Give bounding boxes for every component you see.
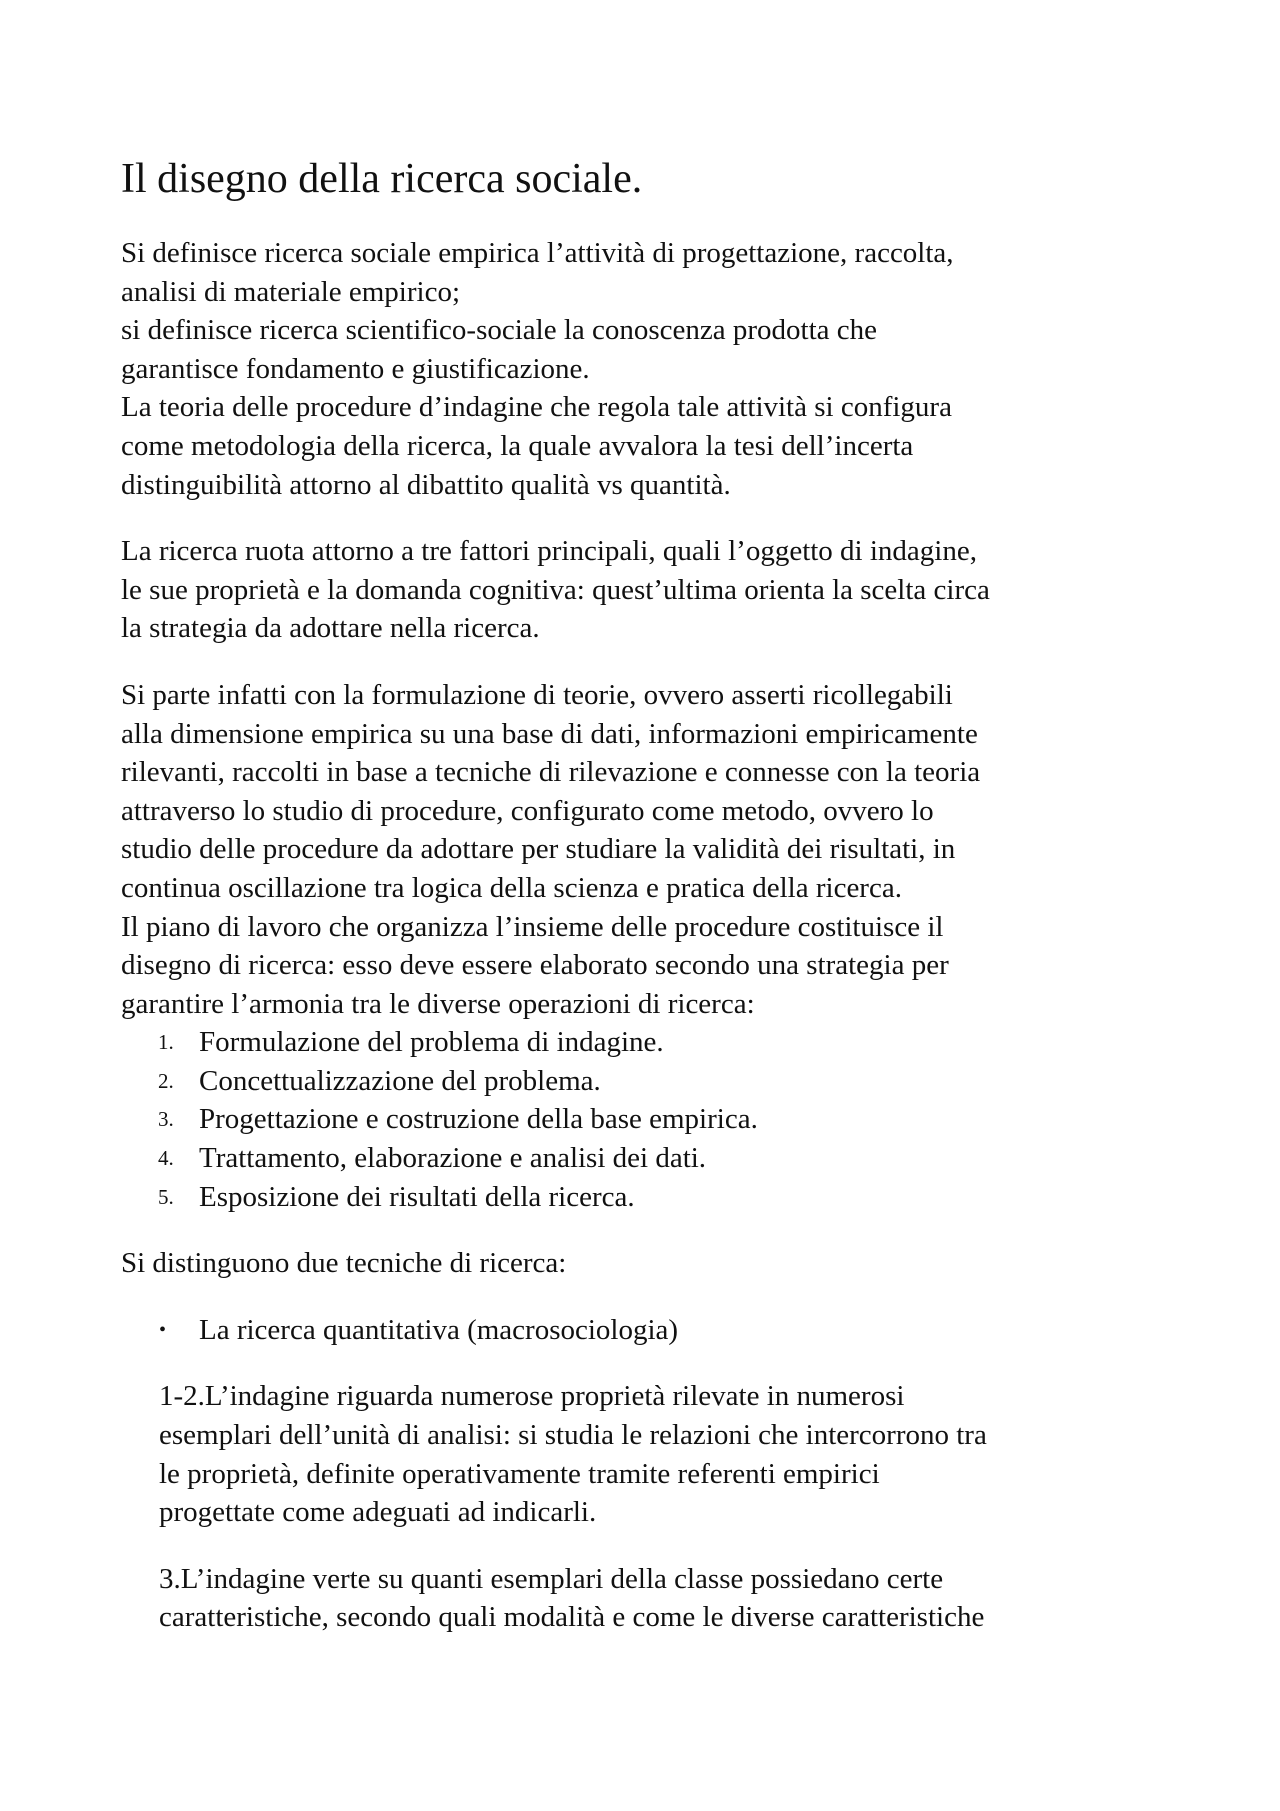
text-line: le proprietà, definite operativamente tramite referenti empirici [159,1457,880,1490]
list-number: 1. [158,1030,174,1055]
text-line: esemplari dell’unità di analisi: si studia le relazioni che intercorrono tra [159,1419,987,1452]
paragraph-quantitative-2 [121,1560,1181,1637]
text-line: garantisce fondamento e giustificazione. [121,352,590,385]
list-item [121,1178,1181,1217]
paragraph-theory [121,676,1181,1023]
techniques-bullet-list [121,1311,1181,1350]
text-line: Il piano di lavoro che organizza l’insieme delle procedure costituisce il [121,910,944,943]
list-item [121,1139,1181,1178]
text-line: 3.L’indagine verte su quanti esemplari della classe possiedano certe [159,1562,944,1595]
list-item [121,1062,1181,1101]
list-item-text: La ricerca quantitativa (macrosociologia) [199,1313,679,1346]
paragraph-definitions [121,234,1181,504]
list-item [121,1100,1181,1139]
text-line: Si definisce ricerca sociale empirica l’attività di progettazione, raccolta, [121,237,954,269]
text-line: garantire l’armonia tra le diverse operazioni di ricerca: [121,987,755,1020]
text-line: come metodologia della ricerca, la quale avvalora la tesi dell’incerta [121,429,914,462]
list-item-text: Concettualizzazione del problema. [199,1064,601,1097]
paragraph-techniques [121,1244,1181,1283]
list-item [121,1311,1181,1350]
text-line: studio delle procedure da adottare per studiare la validità dei risultati, in [121,833,956,866]
text-line: la strategia da adottare nella ricerca. [121,612,540,645]
list-number: 4. [158,1146,174,1171]
text-line: progettate come adeguati ad indicarli. [159,1496,597,1529]
research-steps-list [121,1023,1181,1216]
list-item [121,1023,1181,1062]
text-line: continua oscillazione tra logica della scienza e pratica della ricerca. [121,871,902,904]
text-line: disegno di ricerca: esso deve essere elaborato secondo una strategia per [121,949,949,982]
bullet-icon: • [159,1318,167,1341]
text-line: distinguibilità attorno al dibattito qualità vs quantità. [121,468,731,501]
list-number: 5. [158,1184,174,1209]
text-line: La ricerca ruota attorno a tre fattori principali, quali l’oggetto di indagine, [121,535,977,568]
paragraph-factors [121,532,1181,648]
list-number: 2. [158,1068,174,1093]
text-line: caratteristiche, secondo quali modalità e come le diverse caratteristiche [159,1601,985,1634]
text-line: le sue proprietà e la domanda cognitiva: quest’ultima orienta la scelta circa [121,573,990,606]
text-line: La teoria delle procedure d’indagine che regola tale attività si configura [121,391,952,424]
document-title: Il disegno della ricerca sociale. [121,156,643,202]
document-body [121,152,1181,1637]
paragraph-quantitative-1 [121,1377,1181,1531]
list-number: 3. [158,1107,174,1132]
text-line: analisi di materiale empirico; [121,275,461,308]
text-line: si definisce ricerca scientifico-sociale la conoscenza prodotta che [121,314,878,347]
text-line: Si distinguono due tecniche di ricerca: [121,1247,567,1280]
text-line: attraverso lo studio di procedure, configurato come metodo, ovvero lo [121,794,934,827]
text-line: 1-2.L’indagine riguarda numerose proprietà rilevate in numerosi [159,1380,905,1413]
text-line: Si parte infatti con la formulazione di teorie, ovvero asserti ricollegabili [121,678,953,711]
list-item-text: Trattamento, elaborazione e analisi dei dati. [199,1142,707,1175]
list-item-text: Formulazione del problema di indagine. [199,1026,664,1059]
list-item-text: Progettazione e costruzione della base empirica. [199,1103,758,1136]
list-item-text: Esposizione dei risultati della ricerca. [199,1180,635,1213]
text-line: rilevanti, raccolti in base a tecniche di rilevazione e connesse con la teoria [121,756,981,789]
text-line: alla dimensione empirica su una base di dati, informazioni empiricamente [121,717,978,750]
